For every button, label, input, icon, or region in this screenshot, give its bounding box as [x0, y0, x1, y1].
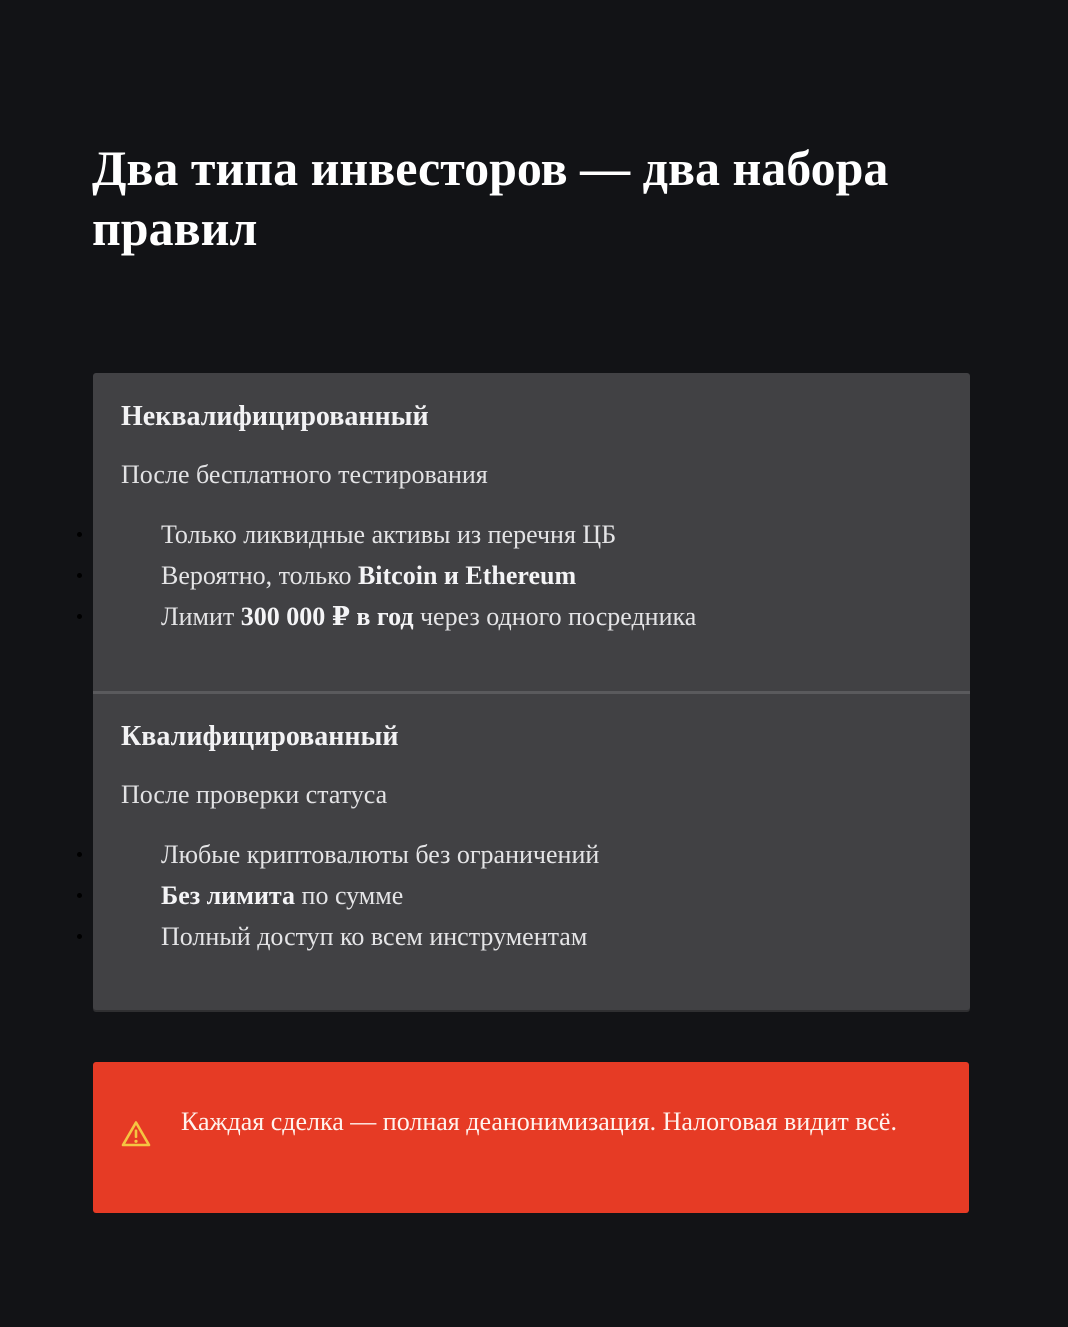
card-subtitle: После бесплатного тестирования: [121, 460, 488, 489]
bullet-list: [161, 514, 696, 637]
investor-types-comparison: [93, 373, 970, 1010]
list-item: Только ликвидные активы из перечня ЦБ: [161, 514, 696, 555]
card-non-qualified: [93, 373, 970, 691]
page-title: Два типа инвесторов — два набора правил: [92, 140, 889, 256]
card-qualified: [93, 694, 970, 1010]
card-title: Квалифицированный: [121, 721, 399, 752]
list-item: Без лимита по сумме: [161, 875, 599, 916]
warning-banner: [93, 1062, 969, 1213]
list-item: Любые криптовалюты без ограничений: [161, 834, 599, 875]
bullet-list: [161, 834, 599, 957]
list-item: Полный доступ ко всем инструментам: [161, 916, 599, 957]
list-item: Вероятно, только Bitcoin и Ethereum: [161, 555, 696, 596]
warning-triangle-icon: [121, 1120, 151, 1147]
card-subtitle: После проверки статуса: [121, 780, 388, 809]
list-item: Лимит 300 000 ₽ в год через одного посредника: [161, 596, 696, 637]
warning-text: Каждая сделка — полная деанонимизация. Налоговая видит всё.: [181, 1107, 897, 1136]
card-title: Неквалифицированный: [121, 401, 429, 432]
